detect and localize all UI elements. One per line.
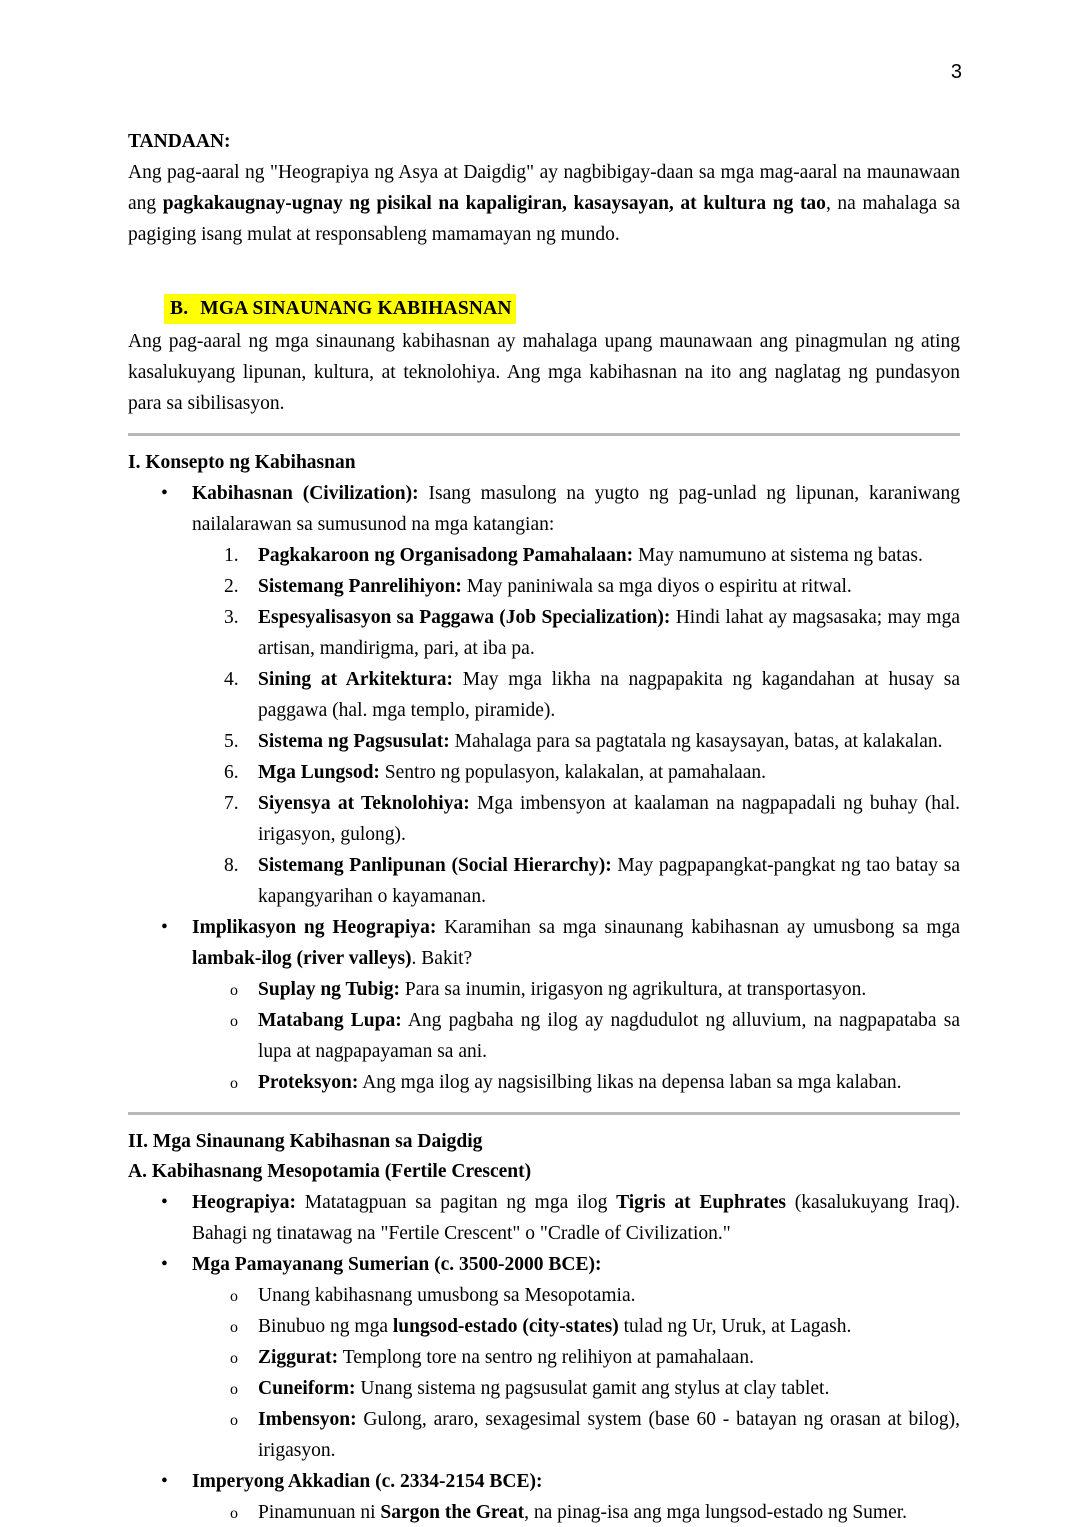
list-item-text: Templong tore na sentro ng relihiyon at pamahalaan. <box>338 1347 754 1368</box>
list-number: 7. <box>224 793 239 814</box>
implikasyon-bullet-list <box>128 912 960 974</box>
list-item-text-bold: lungsod-estado (city-states) <box>392 1316 619 1337</box>
list-item <box>128 1280 960 1311</box>
section-b-title: MGA SINAUNANG KABIHASNAN <box>200 298 512 319</box>
circle-bullet-marker: o <box>230 1350 238 1367</box>
term-heograpiya: Heograpiya: <box>192 1192 296 1213</box>
list-item-text: May pagpapangkat-pangkat ng tao batay sa kapangyarihan o kayamanan. <box>258 855 960 907</box>
bullet-marker: • <box>161 1471 168 1492</box>
spacer <box>128 250 960 294</box>
list-item <box>128 788 960 850</box>
akkadian-bullet-list <box>128 1466 960 1497</box>
list-item-term: Cuneiform: <box>258 1378 356 1399</box>
akkadian-sub-list <box>128 1497 960 1527</box>
list-item-term: Matabang Lupa: <box>258 1010 402 1031</box>
list-item-text: Ang mga ilog ay nagsisilbing likas na depensa laban sa mga kalaban. <box>358 1072 902 1093</box>
bullet-marker: • <box>161 1192 168 1213</box>
list-item <box>128 1005 960 1067</box>
list-item-kabihasnan <box>128 478 960 540</box>
text-implikasyon-1: Karamihan sa mga sinaunang kabihasnan ay umusbong sa mga <box>436 917 960 938</box>
section-1-heading: I. Konsepto ng Kabihasnan <box>128 452 356 473</box>
list-number: 6. <box>224 762 239 783</box>
text-heograpiya-2: (kasalukuyang Iraq). Bahagi ng tinatawag na "Fertile Crescent" o "Cradle of Civilization." <box>192 1192 960 1244</box>
text-implikasyon-bold: lambak-ilog (river valleys) <box>192 948 412 969</box>
list-item-text: Unang kabihasnang umusbong sa Mesopotamia. <box>258 1285 636 1306</box>
list-item-heograpiya <box>128 1187 960 1249</box>
list-item-text: Sentro ng populasyon, kalakalan, at pamahalaan. <box>379 762 766 783</box>
list-item <box>128 1497 960 1527</box>
tandaan-heading: TANDAAN: <box>128 131 231 152</box>
list-item <box>128 1342 960 1373</box>
text-kabihasnan: Isang masulong na yugto ng pag-unlad ng lipunan, karaniwang nailalarawan sa sumusunod na mga katangian: <box>192 483 961 535</box>
section-divider-1 <box>128 433 960 436</box>
list-item-term: Imbensyon: <box>258 1409 357 1430</box>
tandaan-text-1: Ang pag-aaral ng "Heograpiya ng Asya at Daigdig" ay nagbibigay-daan sa mga mag-aaral na maunawaan ang <box>128 162 960 214</box>
list-item-text: May mga likha na nagpapakita ng kagandahan at husay sa paggawa (hal. mga templo, piramide). <box>258 669 960 721</box>
list-item-text: Hindi lahat ay magsasaka; may mga artisan, mandirigma, pari, at iba pa. <box>258 607 960 659</box>
list-item-sumerian <box>128 1249 960 1280</box>
page-number: 3 <box>950 61 962 83</box>
circle-bullet-marker: o <box>230 1288 238 1305</box>
list-item-term: Suplay ng Tubig: <box>258 979 401 1000</box>
list-item-term: Sistema ng Pagsusulat: <box>258 731 450 752</box>
section-1-bullet-list <box>128 478 960 540</box>
text-heograpiya-1: Matatagpuan sa pagitan ng mga ilog <box>295 1192 617 1213</box>
list-item <box>128 757 960 788</box>
term-sumerian: Mga Pamayanang Sumerian (c. 3500-2000 BCE): <box>192 1254 602 1275</box>
circle-bullet-marker: o <box>230 1505 238 1522</box>
text-heograpiya-bold: Tigris at Euphrates <box>616 1192 787 1213</box>
list-number: 2. <box>224 576 239 597</box>
list-item <box>128 1373 960 1404</box>
list-item-akkadian <box>128 1466 960 1497</box>
list-item-term: Siyensya at Teknolohiya: <box>258 793 470 814</box>
section-divider-2 <box>128 1112 960 1115</box>
list-item-text: May paniniwala sa mga diyos o espiritu at ritwal. <box>461 576 852 597</box>
list-item-text: Mahalaga para sa pagtatala ng kasaysayan, batas, at kalakalan. <box>449 731 943 752</box>
section-b-highlight <box>164 294 516 324</box>
circle-bullet-marker: o <box>230 1013 238 1030</box>
list-item <box>128 1404 960 1466</box>
list-item <box>128 602 960 664</box>
katangian-numbered-list <box>128 540 960 912</box>
circle-bullet-marker: o <box>230 1412 238 1429</box>
sumerian-sub-list <box>128 1280 960 1466</box>
list-item <box>128 726 960 757</box>
circle-bullet-marker: o <box>230 982 238 999</box>
bullet-marker: • <box>161 917 168 938</box>
section-b-intro: Ang pag-aaral ng mga sinaunang kabihasnan ay mahalaga upang maunawaan ang pinagmulan ng ating kasalukuyang lipunan, kultura, at teknolohiya. Ang mga kabihasnan na ito ang naglatag ng pundasyon para sa sibilisasyon. <box>128 331 960 414</box>
tandaan-text-2: , na mahalaga sa pagiging isang mulat at responsableng mamamayan ng mundo. <box>128 193 961 245</box>
tandaan-text-bold: pagkakaugnay-ugnay ng pisikal na kapaligiran, kasaysayan, at kultura ng tao <box>162 193 826 214</box>
list-item-text-bold: Sargon the Great <box>380 1502 525 1523</box>
term-akkadian: Imperyong Akkadian (c. 2334-2154 BCE): <box>192 1471 543 1492</box>
section-2-heading: II. Mga Sinaunang Kabihasnan sa Daigdig <box>128 1131 483 1152</box>
implikasyon-sub-list <box>128 974 960 1098</box>
list-item-term: Ziggurat: <box>258 1347 339 1368</box>
list-item-text: Mga imbensyon at kaalaman na nagpapadali ng buhay (hal. irigasyon, gulong). <box>258 793 961 845</box>
list-item-term: Espesyalisasyon sa Paggawa (Job Specialization): <box>258 607 671 628</box>
tandaan-paragraph <box>128 157 960 250</box>
list-item-text-2: tulad ng Ur, Uruk, at Lagash. <box>618 1316 852 1337</box>
list-item-text: Gulong, araro, sexagesimal system (base 60 - batayan ng orasan at bilog), irigasyon. <box>258 1409 960 1461</box>
circle-bullet-marker: o <box>230 1319 238 1336</box>
mesopotamia-bullet-list <box>128 1187 960 1280</box>
list-item-term: Mga Lungsod: <box>258 762 380 783</box>
section-b-heading <box>164 294 960 324</box>
list-number: 1. <box>224 545 239 566</box>
circle-bullet-marker: o <box>230 1075 238 1092</box>
list-item-text-1: Pinamunuan ni <box>258 1502 381 1523</box>
bullet-marker: • <box>161 483 168 504</box>
list-item-term: Sistemang Panrelihiyon: <box>258 576 462 597</box>
bullet-marker: • <box>161 1254 168 1275</box>
list-item-term: Proteksyon: <box>258 1072 359 1093</box>
list-item <box>128 540 960 571</box>
list-item <box>128 1067 960 1098</box>
list-number: 4. <box>224 669 239 690</box>
term-kabihasnan: Kabihasnan (Civilization): <box>192 483 419 504</box>
list-item <box>128 850 960 912</box>
list-item-text-2: , na pinag-isa ang mga lungsod-estado ng Sumer. <box>524 1502 908 1523</box>
list-number: 8. <box>224 855 239 876</box>
list-number: 5. <box>224 731 239 752</box>
list-item <box>128 664 960 726</box>
list-item <box>128 974 960 1005</box>
page-content <box>128 126 960 1527</box>
section-b-letter: B. <box>170 298 189 319</box>
list-item <box>128 571 960 602</box>
list-item <box>128 1311 960 1342</box>
section-2-subheading-a: A. Kabihasnang Mesopotamia (Fertile Crescent) <box>128 1161 532 1182</box>
list-number: 3. <box>224 607 239 628</box>
text-implikasyon-2: . Bakit? <box>411 948 473 969</box>
circle-bullet-marker: o <box>230 1381 238 1398</box>
list-item-term: Sistemang Panlipunan (Social Hierarchy): <box>258 855 612 876</box>
list-item-text: Ang pagbaha ng ilog ay nagdudulot ng alluvium, na nagpapataba sa lupa at nagpapayaman sa ani. <box>258 1010 960 1062</box>
list-item-implikasyon <box>128 912 960 974</box>
list-item-text-1: Binubuo ng mga <box>258 1316 393 1337</box>
list-item-term: Pagkakaroon ng Organisadong Pamahalaan: <box>258 545 634 566</box>
list-item-text: Unang sistema ng pagsusulat gamit ang stylus at clay tablet. <box>355 1378 830 1399</box>
list-item-term: Sining at Arkitektura: <box>258 669 454 690</box>
list-item-text: May namumuno at sistema ng batas. <box>633 545 923 566</box>
term-implikasyon: Implikasyon ng Heograpiya: <box>192 917 437 938</box>
list-item-text: Para sa inumin, irigasyon ng agrikultura, at transportasyon. <box>400 979 867 1000</box>
